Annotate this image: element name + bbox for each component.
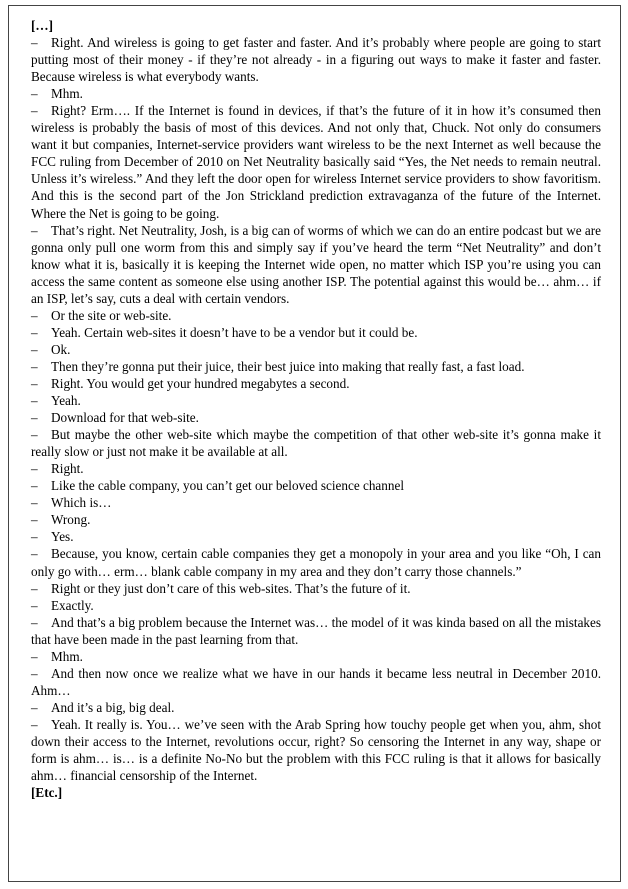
dialogue-dash: – bbox=[31, 495, 38, 511]
dialogue-text: And that’s a big problem because the Internet was… the model of it was kinda based on all the mistakes that have been made in the past learning from that. bbox=[31, 614, 601, 647]
dialogue-line bbox=[31, 580, 601, 597]
dialogue-text: That’s right. Net Neutrality, Josh, is a big can of worms of which we can do an entire podcast but we are gonna only pull one worm from this and simply say if you’ve heard the term “Net Neutrality” and don’t know what it is, basically it is keeping the Internet wide open, no matter which ISP you’re using you can access the same content as someone else using another ISP. The potential against this would be… ahm… if an ISP, let’s say, cuts a deal with certain vendors. bbox=[31, 222, 601, 306]
dialogue-text: Yeah. bbox=[51, 393, 81, 409]
dialogue-dash: – bbox=[31, 478, 38, 494]
transcript-excerpt bbox=[31, 17, 601, 801]
dialogue-dash: – bbox=[31, 103, 38, 119]
dialogue-lines bbox=[31, 34, 601, 784]
dialogue-line bbox=[31, 494, 601, 511]
dialogue-line bbox=[31, 477, 601, 494]
dialogue-text: Which is… bbox=[51, 495, 112, 511]
closing-etc-marker: [Etc.] bbox=[31, 785, 63, 801]
dialogue-line bbox=[31, 85, 601, 102]
dialogue-line bbox=[31, 545, 601, 579]
dialogue-text: Exactly. bbox=[51, 597, 94, 613]
dialogue-text: Wrong. bbox=[51, 512, 91, 528]
dialogue-line bbox=[31, 307, 601, 324]
dialogue-text: Mhm. bbox=[51, 86, 83, 102]
dialogue-dash: – bbox=[31, 546, 38, 562]
dialogue-text: Ok. bbox=[51, 341, 71, 357]
dialogue-dash: – bbox=[31, 222, 38, 238]
dialogue-line bbox=[31, 665, 601, 699]
dialogue-line bbox=[31, 648, 601, 665]
dialogue-dash: – bbox=[31, 341, 38, 357]
dialogue-line bbox=[31, 460, 601, 477]
dialogue-text: Because, you know, certain cable companies they get a monopoly in your area and you like “Oh, I can only go with… erm… blank cable company in my area and they don’t carry those channels.” bbox=[31, 546, 601, 579]
dialogue-dash: – bbox=[31, 512, 38, 528]
dialogue-dash: – bbox=[31, 427, 38, 443]
dialogue-line bbox=[31, 324, 601, 341]
dialogue-text: Then they’re gonna put their juice, their best juice into making that really fast, a fast load. bbox=[51, 358, 525, 374]
dialogue-line bbox=[31, 102, 601, 221]
dialogue-line bbox=[31, 511, 601, 528]
dialogue-line bbox=[31, 597, 601, 614]
dialogue-dash: – bbox=[31, 358, 38, 374]
dialogue-text: Right. You would get your hundred megabytes a second. bbox=[51, 375, 350, 391]
dialogue-dash: – bbox=[31, 375, 38, 391]
dialogue-dash: – bbox=[31, 665, 38, 681]
dialogue-line bbox=[31, 409, 601, 426]
dialogue-line bbox=[31, 34, 601, 85]
dialogue-text: Download for that web-site. bbox=[51, 410, 199, 426]
dialogue-line bbox=[31, 716, 601, 784]
dialogue-dash: – bbox=[31, 648, 38, 664]
dialogue-line bbox=[31, 392, 601, 409]
dialogue-dash: – bbox=[31, 324, 38, 340]
dialogue-text: Like the cable company, you can’t get our beloved science channel bbox=[51, 478, 404, 494]
dialogue-line bbox=[31, 222, 601, 307]
dialogue-dash: – bbox=[31, 699, 38, 715]
dialogue-line bbox=[31, 341, 601, 358]
dialogue-dash: – bbox=[31, 597, 38, 613]
dialogue-line bbox=[31, 426, 601, 460]
dialogue-line bbox=[31, 614, 601, 648]
dialogue-dash: – bbox=[31, 580, 38, 596]
dialogue-text: Yeah. It really is. You… we’ve seen with the Arab Spring how touchy people get when you, ahm, shot down their access to the Internet, revolutions occur, right? So censoring the Internet in any way, shape or form is ahm… is… is a definite No-No but the problem with this FCC ruling is that it allows for basically ahm… financial censorship of the Internet. bbox=[31, 716, 601, 784]
dialogue-text: Right. bbox=[51, 461, 84, 477]
dialogue-dash: – bbox=[31, 86, 38, 102]
dialogue-line bbox=[31, 375, 601, 392]
dialogue-text: Yeah. Certain web-sites it doesn’t have to be a vendor but it could be. bbox=[51, 324, 418, 340]
dialogue-dash: – bbox=[31, 307, 38, 323]
dialogue-dash: – bbox=[31, 716, 38, 732]
dialogue-text: Yes. bbox=[51, 529, 74, 545]
dialogue-text: And it’s a big, big deal. bbox=[51, 699, 175, 715]
dialogue-dash: – bbox=[31, 461, 38, 477]
opening-ellipsis-marker: […] bbox=[31, 18, 53, 33]
dialogue-line bbox=[31, 699, 601, 716]
dialogue-text: Right. And wireless is going to get faster and faster. And it’s probably where people are going to start putting most of their money - if they’re not already - in a figuring out ways to make it faster and faster. Because wireless is what everybody wants. bbox=[31, 35, 601, 85]
dialogue-dash: – bbox=[31, 393, 38, 409]
dialogue-line bbox=[31, 358, 601, 375]
dialogue-text: Mhm. bbox=[51, 648, 83, 664]
dialogue-line bbox=[31, 528, 601, 545]
dialogue-text: And then now once we realize what we have in our hands it became less neutral in December 2010. Ahm… bbox=[31, 665, 601, 698]
dialogue-text: Right or they just don’t care of this web-sites. That’s the future of it. bbox=[51, 580, 411, 596]
dialogue-text: But maybe the other web-site which maybe the competition of that other web-site it’s gonna make it really slow or just not make it be available at all. bbox=[31, 427, 601, 460]
dialogue-dash: – bbox=[31, 529, 38, 545]
dialogue-dash: – bbox=[31, 614, 38, 630]
dialogue-dash: – bbox=[31, 35, 38, 51]
dialogue-text: Right? Erm…. If the Internet is found in devices, if that’s the future of it in how it’s consumed then wireless is probably the basis of most of this devices. And not only that, Chuck. Not only do consumers want it but companies, Internet-service providers want wireless to be the next Internet as well because the FCC ruling from December of 2010 on Net Neutrality basically said “Yes, the Net needs to remain neutral. Unless it’s wireless.” And they left the door open for wireless Internet service providers to show favoritism. And this is the second part of the Jon Strickland prediction extravaganza of the future of the Internet. Where the Net is going to be going. bbox=[31, 103, 601, 221]
dialogue-dash: – bbox=[31, 410, 38, 426]
dialogue-text: Or the site or web-site. bbox=[51, 307, 172, 323]
